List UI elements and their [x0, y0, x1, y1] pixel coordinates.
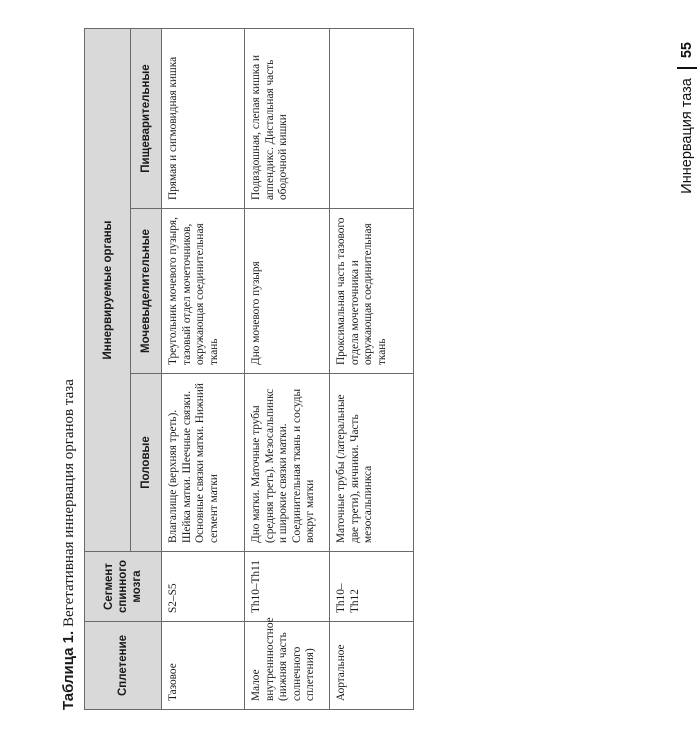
cell-genital: Влагалище (верхняя треть). Шейка матки. Шеечные связки. Основные связки матки. Нижний сегмент матки	[162, 374, 245, 552]
header-digestive: Пищеварительные	[131, 29, 162, 209]
cell-plexus: Тазовое	[162, 622, 245, 710]
table-caption-label: Таблица 1.	[60, 630, 77, 710]
cell-urinary: Проксимальная часть тазового отдела мочеточника и окружающая соединительная ткань	[330, 209, 414, 374]
cell-genital: Маточные трубы (латеральные две трети), яичники. Часть мезосальпинкса	[330, 374, 414, 552]
cell-genital: Дно матки. Маточные трубы (средняя треть). Мезосальпинкс и широкие связки матки. Соединительная ткань и сосуды вокруг матки	[245, 374, 330, 552]
cell-urinary: Дно мочевого пузыря	[245, 209, 330, 374]
cell-digestive: Прямая и сигмовидная кишка	[162, 29, 245, 209]
cell-plexus: Малое внутреннностное (нижняя часть солнечного сплетения)	[245, 622, 330, 710]
cell-segment: Th10–Th11	[245, 552, 330, 622]
footer-divider	[677, 67, 697, 69]
header-plexus: Сплетение	[85, 622, 162, 710]
header-urinary: Мочевыделительные	[131, 209, 162, 374]
table-row	[330, 29, 414, 710]
page-footer	[677, 42, 697, 194]
table-header-row	[85, 29, 131, 710]
cell-plexus: Аортальное	[330, 622, 414, 710]
header-genital: Половые	[131, 374, 162, 552]
header-segment: Сегмент спинного мозга	[85, 552, 162, 622]
cell-digestive	[330, 29, 414, 209]
innervation-table	[84, 28, 414, 710]
table-row	[245, 29, 330, 710]
cell-segment: Th10–Th12	[330, 552, 414, 622]
table-caption-text: Вегетативная иннервация органов таза	[61, 379, 77, 628]
header-organs-group: Иннервируемые органы	[85, 29, 131, 552]
cell-urinary: Треугольник мочевого пузыря, тазовый отдел мочеточников, окружающая соединительная ткань	[162, 209, 245, 374]
page-number: 55	[679, 42, 695, 59]
running-section-title: Иннервация таза	[679, 78, 695, 194]
cell-segment: S2–S5	[162, 552, 245, 622]
table-row	[162, 29, 245, 710]
cell-digestive: Подвздошная, слепая кишка и аппендикс. Дистальная часть ободочной кишки	[245, 29, 330, 209]
table-caption	[60, 30, 78, 710]
